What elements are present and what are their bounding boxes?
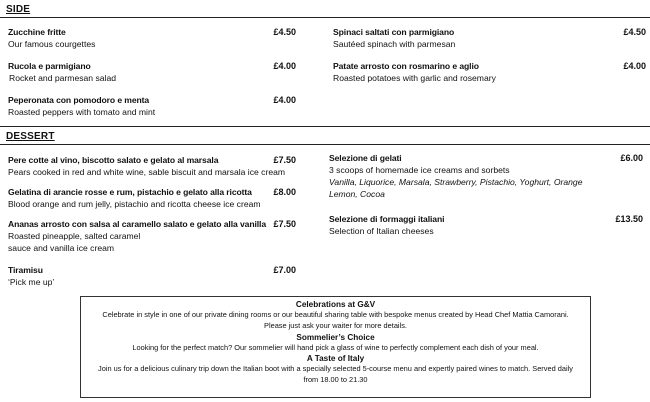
item-name: Patate arrosto con rosmarino e aglio xyxy=(333,61,479,71)
dessert-item xyxy=(8,219,296,254)
item-description: Rocket and parmesan salad xyxy=(9,73,117,83)
item-description: Sautéed spinach with parmesan xyxy=(333,39,456,49)
dessert-item xyxy=(8,155,296,178)
item-name: Zucchine fritte xyxy=(8,27,66,37)
side-heading: SIDE xyxy=(6,4,31,15)
taste-of-italy-text-continued: from 18.00 to 21.30 xyxy=(303,375,368,385)
item-price: £13.50 xyxy=(615,214,643,224)
item-description-continued: sauce and vanilla ice cream xyxy=(8,243,115,253)
sommelier-text: Looking for the perfect match? Our sommelier will hand pick a glass of wine to perfectly complement each dish of your meal. xyxy=(132,342,539,352)
item-name: Ananas arrosto con salsa al caramello salato e gelato alla vanilla xyxy=(8,219,267,229)
item-description: Our famous courgettes xyxy=(8,39,96,49)
item-price: £7.50 xyxy=(273,219,296,229)
item-name: Pere cotte al vino, biscotto salato e gelato al marsala xyxy=(8,155,219,165)
item-price: £7.00 xyxy=(273,265,296,275)
side-item xyxy=(8,95,296,118)
info-box xyxy=(80,296,591,398)
dessert-item xyxy=(8,187,296,210)
celebrations-title: Celebrations at G&V xyxy=(295,300,376,309)
item-price: £8.00 xyxy=(273,187,296,197)
item-name: Gelatina di arancie rosse e rum, pistachio e gelato alla ricotta xyxy=(8,187,252,197)
celebrations-text-continued: Please just ask your waiter for more details. xyxy=(264,320,407,330)
side-divider xyxy=(0,17,650,18)
item-price: £4.00 xyxy=(273,95,296,105)
dessert-divider xyxy=(0,144,650,145)
item-price: £6.00 xyxy=(620,153,643,163)
item-description: Pears cooked in red and white wine, sable biscuit and marsala ice cream xyxy=(8,167,286,177)
item-description: 3 scoops of homemade ice creams and sorbets xyxy=(329,165,510,175)
item-name: Selezione di gelati xyxy=(329,153,402,163)
taste-of-italy-text: Join us for a delicious culinary trip down the Italian boot with a specially selected 5-course menu and expertly paired wines to match. Served daily xyxy=(98,364,573,374)
item-flavours-continued: Lemon, Cocoa xyxy=(329,189,385,199)
item-price: £4.00 xyxy=(623,61,646,71)
sommelier-title: Sommelier’s Choice xyxy=(296,332,375,342)
item-price: £4.00 xyxy=(273,61,296,71)
item-description: Blood orange and rum jelly, pistachio and ricotta cheese ice cream xyxy=(8,199,261,209)
dessert-item xyxy=(8,265,296,288)
item-name: Selezione di formaggi italiani xyxy=(329,214,445,224)
side-item xyxy=(8,27,296,50)
item-price: £4.50 xyxy=(273,27,296,37)
section-divider xyxy=(0,126,650,127)
item-price: £4.50 xyxy=(623,27,646,37)
side-item xyxy=(333,27,646,50)
item-price: £7.50 xyxy=(273,155,296,165)
side-item xyxy=(333,61,646,84)
item-description: Roasted potatoes with garlic and rosemary xyxy=(333,73,496,83)
item-description: Roasted pineapple, salted caramel xyxy=(8,231,141,241)
dessert-item xyxy=(329,214,643,237)
side-item xyxy=(8,61,296,84)
celebrations-text: Celebrate in style in one of our private dining rooms or our beautiful sharing table with bespoke menus created by Head Chef Mattia Camorani. xyxy=(102,310,569,319)
dessert-item xyxy=(329,153,643,200)
item-flavours: Vanilla, Liquorice, Marsala, Strawberry, Pistachio, Yoghurt, Orange xyxy=(329,177,583,187)
item-name: Peperonata con pomodoro e menta xyxy=(8,95,150,105)
item-description: Selection of Italian cheeses xyxy=(329,226,434,236)
dessert-heading: DESSERT xyxy=(6,131,55,142)
taste-of-italy-title: A Taste of Italy xyxy=(306,354,365,364)
item-description: ‘Pick me up’ xyxy=(8,277,55,287)
item-name: Tiramisu xyxy=(8,265,43,275)
item-name: Spinaci saltati con parmigiano xyxy=(333,27,455,37)
item-description: Roasted peppers with tomato and mint xyxy=(8,107,156,117)
item-name: Rucola e parmigiano xyxy=(8,61,91,71)
